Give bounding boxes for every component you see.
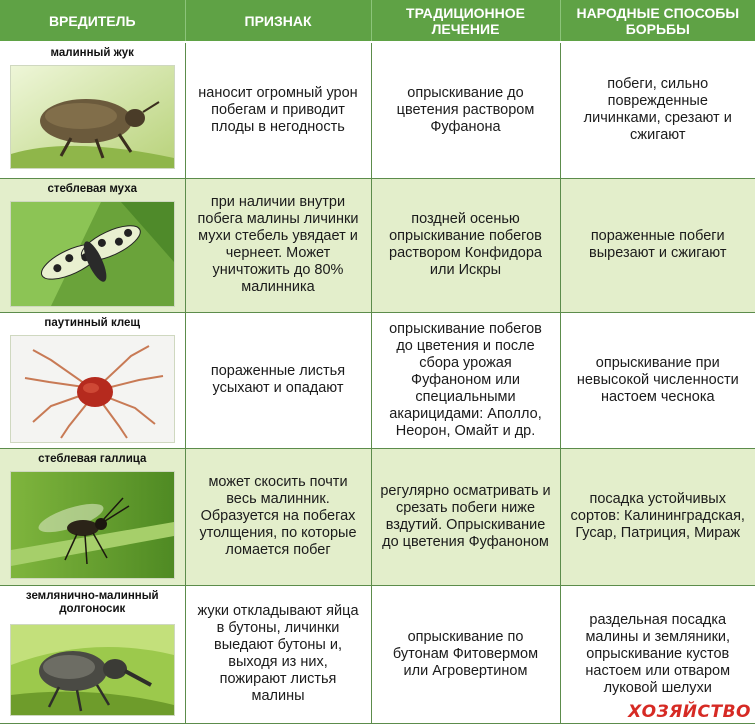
pest-cell — [0, 312, 185, 448]
sign-cell: жуки откладывают яйца в бутоны, личинки выедают бутоны и, выходя из них, пожирают листья малины — [185, 585, 371, 723]
stem-fly-icon — [10, 201, 175, 307]
traditional-cell: опрыскивание до цветения раствором Фуфанона — [371, 42, 560, 178]
pest-name: малинный жук — [50, 47, 134, 59]
header-pest: ВРЕДИТЕЛЬ — [0, 0, 185, 42]
pest-name: стеблевая галлица — [38, 452, 147, 465]
traditional-cell: регулярно осматривать и срезать побеги ниже вздутий. Опрыскивание до цветения Фуфаноном — [371, 448, 560, 585]
folk-cell: пораженные побеги вырезают и сжигают — [560, 178, 755, 312]
folk-cell: раздельная посадка малины и земляники, опрыскивание кустов настоем или отваром луковой шелухи — [560, 585, 755, 723]
pest-cell — [0, 42, 185, 178]
pest-name: паутинный клещ — [44, 316, 141, 329]
folk-cell: посадка устойчивых сортов: Калининградская, Гусар, Патриция, Мираж — [560, 448, 755, 585]
table-row — [0, 448, 755, 585]
folk-cell: опрыскивание при невысокой численности настоем чеснока — [560, 312, 755, 448]
raspberry-beetle-icon — [10, 65, 175, 169]
header-row — [0, 0, 755, 42]
sign-cell: пораженные листья усыхают и опадают — [185, 312, 371, 448]
traditional-cell: поздней осенью опрыскивание побегов раствором Конфидора или Искры — [371, 178, 560, 312]
table-row — [0, 312, 755, 448]
weevil-icon — [10, 624, 175, 716]
folk-cell: побеги, сильно поврежденные личинками, срезают и сжигают — [560, 42, 755, 178]
pest-cell — [0, 448, 185, 585]
header-traditional: ТРАДИЦИОННОЕ ЛЕЧЕНИЕ — [371, 0, 560, 42]
table-row — [0, 178, 755, 312]
pest-cell — [0, 585, 185, 723]
pest-name: землянично-малинный долгоносик — [25, 589, 159, 615]
traditional-cell: опрыскивание по бутонам Фитовермом или Агровертином — [371, 585, 560, 723]
table-row — [0, 42, 755, 178]
spider-mite-icon — [10, 335, 175, 443]
sign-cell: при наличии внутри побега малины личинки мухи стебель увядает и чернеет. Может уничтожить до 80% малинника — [185, 178, 371, 312]
sign-cell: наносит огромный урон побегам и приводит плоды в негодность — [185, 42, 371, 178]
traditional-cell: опрыскивание побегов до цветения и после сбора урожая Фуфаноном или специальными акарицидами: Аполло, Неорон, Омайт и др. — [371, 312, 560, 448]
pest-name: стеблевая муха — [47, 182, 138, 195]
header-folk: НАРОДНЫЕ СПОСОБЫ БОРЬБЫ — [560, 0, 755, 42]
header-sign: ПРИЗНАК — [185, 0, 371, 42]
gall-midge-icon — [10, 471, 175, 579]
publisher-logo: ХОЗЯЙСТВО — [628, 702, 751, 722]
sign-cell: может скосить почти весь малинник. Образуется на побегах утолщения, по которые ломается побег — [185, 448, 371, 585]
pest-cell — [0, 178, 185, 312]
